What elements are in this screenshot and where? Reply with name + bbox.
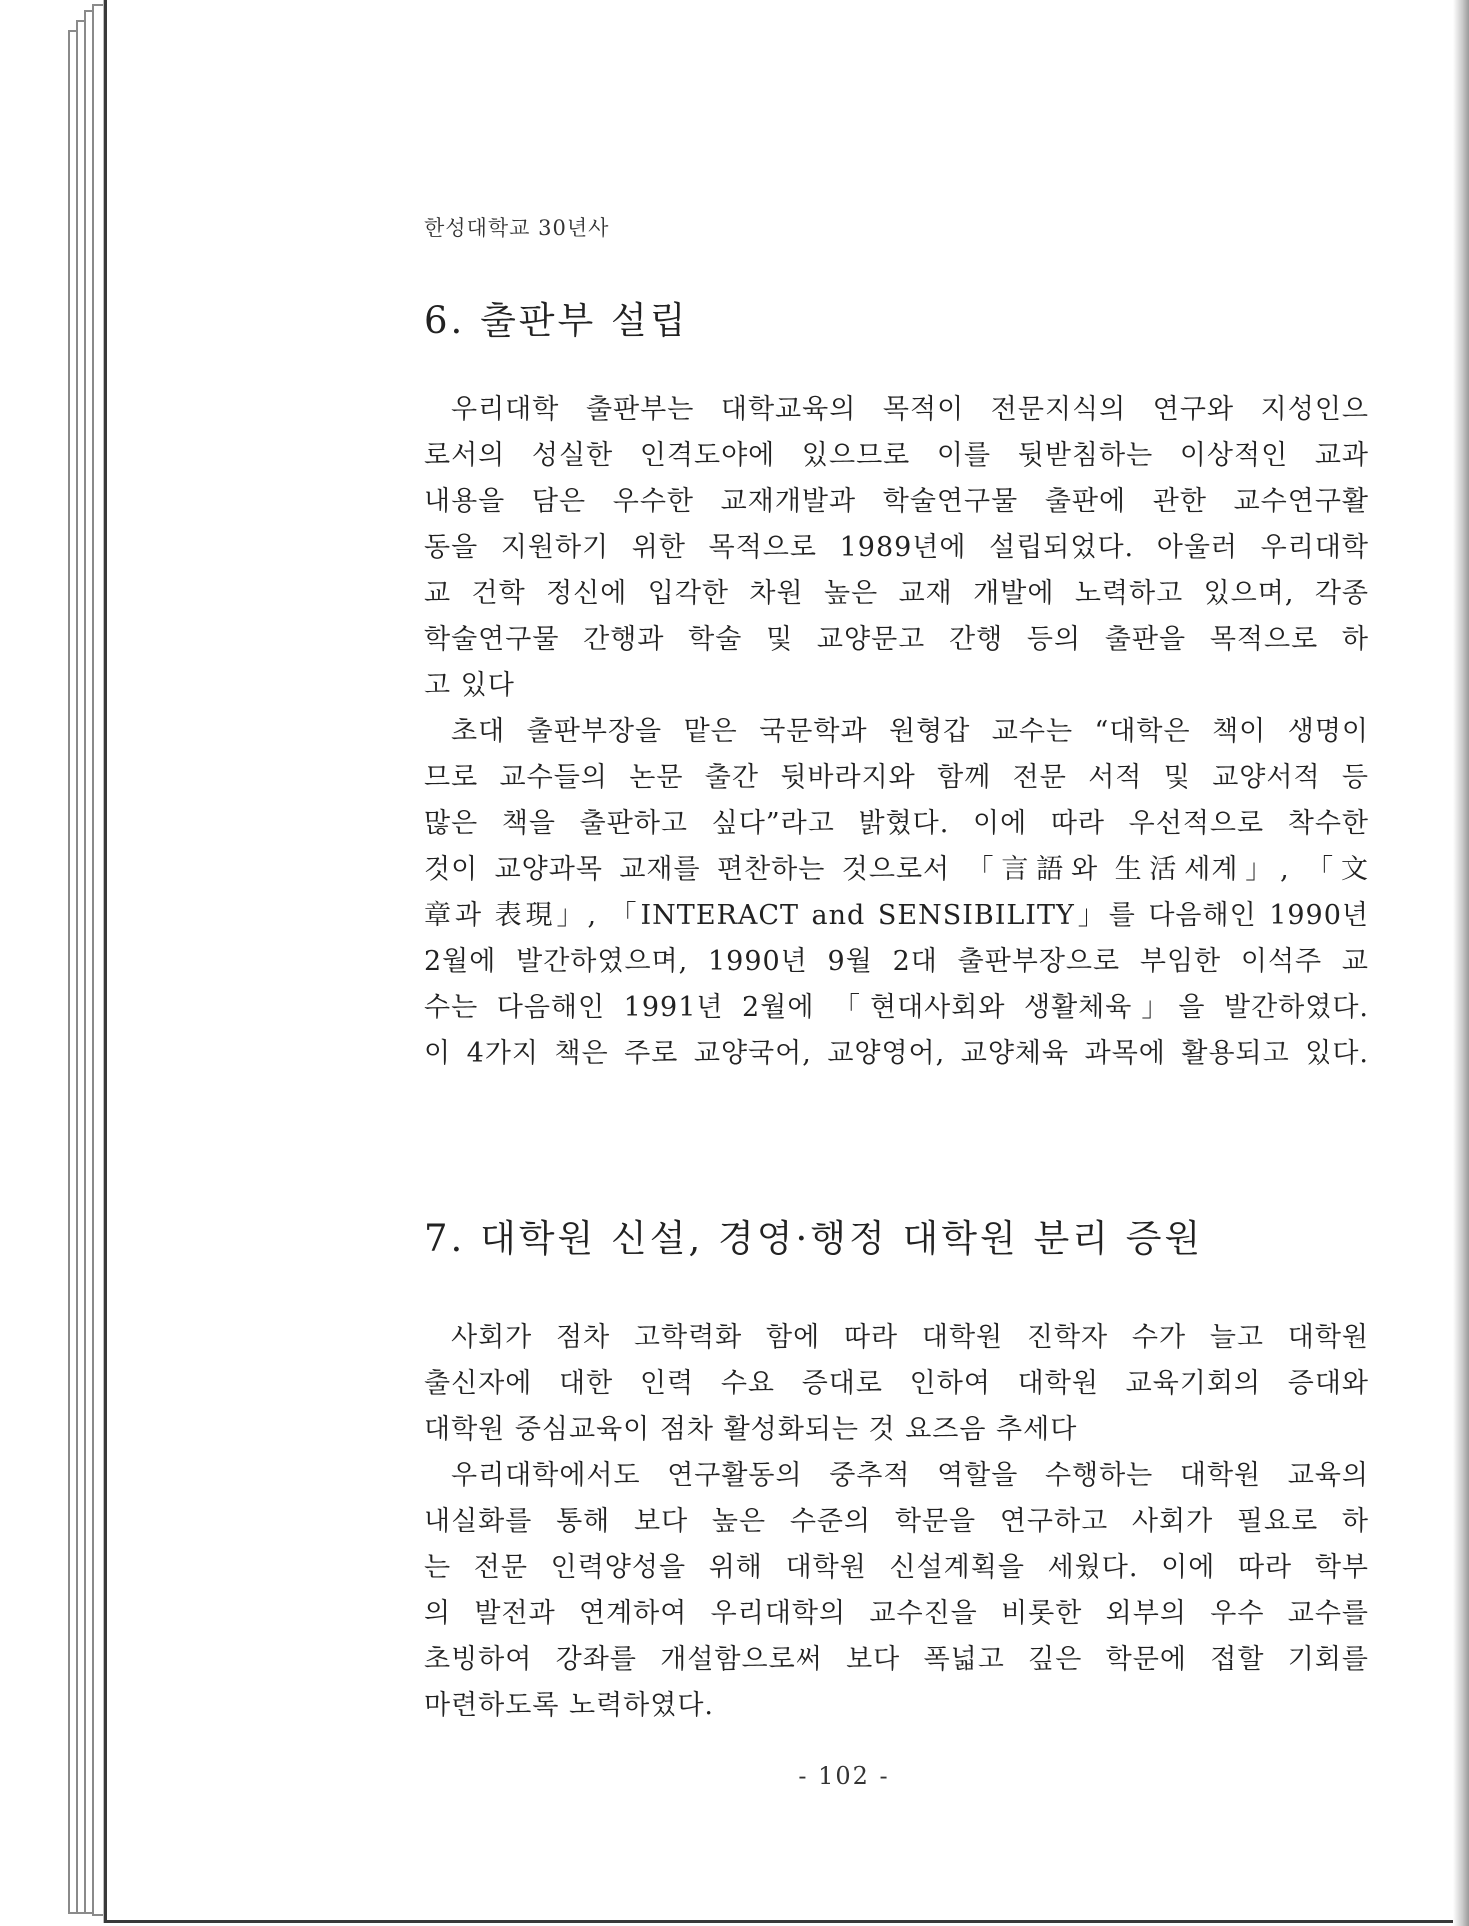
section-heading-graduate-school: 7. 대학원 신설, 경영·행정 대학원 분리 증원 (424, 1217, 1204, 1260)
body-line: 의 발전과 연계하여 우리대학의 교수진을 비롯한 외부의 우수 교수를 (424, 1598, 1369, 1629)
body-line: 우리대학 출판부는 대학교육의 목적이 전문지식의 연구와 지성인으 (451, 394, 1369, 425)
page-right-shadow (1453, 0, 1469, 1926)
body-line: 2월에 발간하였으며, 1990년 9월 2대 출판부장으로 부임한 이석주 교 (424, 946, 1369, 977)
body-line: 초빙하여 강좌를 개설함으로써 보다 폭넓고 깊은 학문에 접할 기회를 (424, 1644, 1369, 1675)
section-body-publishing (424, 387, 1369, 1077)
body-line: 고 있다 (424, 670, 515, 701)
body-line: 우리대학에서도 연구활동의 중추적 역할을 수행하는 대학원 교육의 (451, 1460, 1369, 1491)
body-line: 이 4가지 책은 주로 교양국어, 교양영어, 교양체육 과목에 활용되고 있다. (424, 1038, 1369, 1069)
body-line: 동을 지원하기 위한 목적으로 1989년에 설립되었다. 아울러 우리대학 (424, 532, 1369, 563)
section-heading-publishing: 6. 출판부 설립 (424, 299, 689, 342)
running-head: 한성대학교 30년사 (424, 216, 610, 240)
section-body-graduate-school (424, 1315, 1369, 1729)
body-line: 학술연구물 간행과 학술 및 교양문고 간행 등의 출판을 목적으로 하 (424, 624, 1369, 655)
page-number: - 102 - (798, 1762, 890, 1790)
body-line: 는 전문 인력양성을 위해 대학원 신설계획을 세웠다. 이에 따라 학부 (424, 1552, 1369, 1583)
body-line: 내용을 담은 우수한 교재개발과 학술연구물 출판에 관한 교수연구활 (424, 486, 1369, 517)
body-line: 사회가 점차 고학력화 함에 따라 대학원 진학자 수가 늘고 대학원 (451, 1322, 1369, 1353)
body-line: 마련하도록 노력하였다. (424, 1690, 714, 1721)
body-line: 내실화를 통해 보다 높은 수준의 학문을 연구하고 사회가 필요로 하 (424, 1506, 1369, 1537)
body-line: 교 건학 정신에 입각한 차원 높은 교재 개발에 노력하고 있으며, 각종 (424, 578, 1369, 609)
body-line: 대학원 중심교육이 점차 활성화되는 것 요즈음 추세다 (424, 1414, 1078, 1445)
body-line: 출신자에 대한 인력 수요 증대로 인하여 대학원 교육기회의 증대와 (424, 1368, 1369, 1399)
body-line: 수는 다음해인 1991년 2월에 「현대사회와 생활체육」을 발간하였다. (424, 992, 1369, 1023)
body-line: 므로 교수들의 논문 출간 뒷바라지와 함께 전문 서적 및 교양서적 등 (424, 762, 1369, 793)
body-line: 많은 책을 출판하고 싶다”라고 밝혔다. 이에 따라 우선적으로 착수한 (424, 808, 1369, 839)
body-line: 로서의 성실한 인격도야에 있으므로 이를 뒷받침하는 이상적인 교과 (424, 440, 1369, 471)
page-sheet (104, 0, 1456, 1923)
body-line: 초대 출판부장을 맡은 국문학과 원형갑 교수는 “대학은 책이 생명이 (451, 716, 1369, 747)
body-line: 것이 교양과목 교재를 편찬하는 것으로서 「言語와 生活세계」, 「文 (424, 854, 1369, 885)
body-line: 章과 表現」, 「INTERACT and SENSIBILITY」를 다음해인 1990년 (424, 900, 1369, 931)
